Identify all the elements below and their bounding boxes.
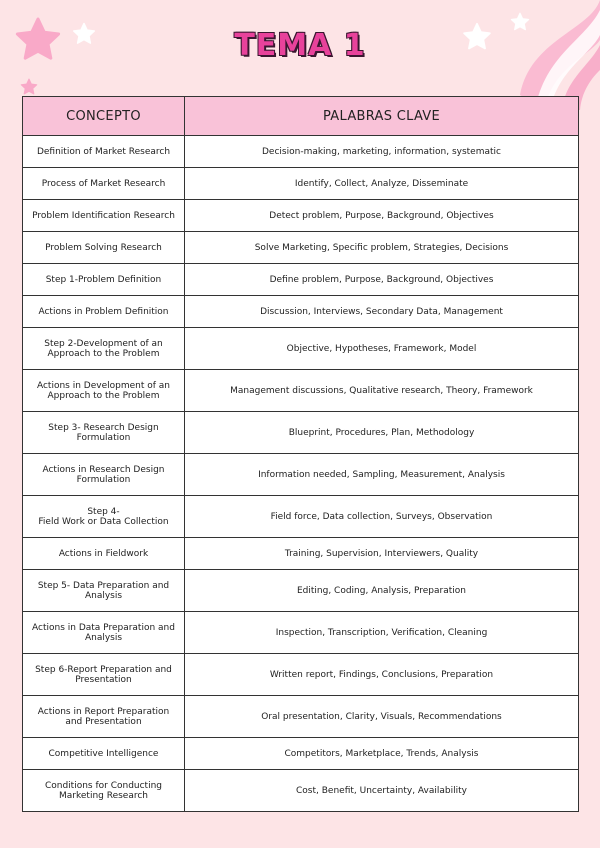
keywords-cell: Information needed, Sampling, Measurement, Analysis bbox=[185, 454, 579, 496]
concept-cell: Actions in Report Preparation and Presentation bbox=[23, 696, 185, 738]
table-row bbox=[23, 454, 579, 496]
table-row bbox=[23, 136, 579, 168]
table-row bbox=[23, 696, 579, 738]
keywords-cell: Detect problem, Purpose, Background, Objectives bbox=[185, 200, 579, 232]
keywords-cell: Cost, Benefit, Uncertainty, Availability bbox=[185, 770, 579, 812]
table-row bbox=[23, 770, 579, 812]
table-row bbox=[23, 200, 579, 232]
keywords-cell: Oral presentation, Clarity, Visuals, Recommendations bbox=[185, 696, 579, 738]
keywords-cell: Management discussions, Qualitative research, Theory, Framework bbox=[185, 370, 579, 412]
table-row bbox=[23, 168, 579, 200]
keywords-cell: Solve Marketing, Specific problem, Strategies, Decisions bbox=[185, 232, 579, 264]
concept-cell: Problem Solving Research bbox=[23, 232, 185, 264]
table-row bbox=[23, 654, 579, 696]
keywords-cell: Competitors, Marketplace, Trends, Analysis bbox=[185, 738, 579, 770]
table-row bbox=[23, 296, 579, 328]
table-row bbox=[23, 264, 579, 296]
keywords-cell: Decision-making, marketing, information, systematic bbox=[185, 136, 579, 168]
concept-cell: Actions in Development of an Approach to the Problem bbox=[23, 370, 185, 412]
concept-cell: Step 6-Report Preparation and Presentation bbox=[23, 654, 185, 696]
keywords-cell: Blueprint, Procedures, Plan, Methodology bbox=[185, 412, 579, 454]
concept-cell: Actions in Research Design Formulation bbox=[23, 454, 185, 496]
concept-cell: Problem Identification Research bbox=[23, 200, 185, 232]
concept-cell: Actions in Data Preparation and Analysis bbox=[23, 612, 185, 654]
concept-cell: Step 5- Data Preparation and Analysis bbox=[23, 570, 185, 612]
concept-cell: Actions in Fieldwork bbox=[23, 538, 185, 570]
keywords-cell: Discussion, Interviews, Secondary Data, Management bbox=[185, 296, 579, 328]
table-header-row bbox=[23, 97, 579, 136]
keywords-cell: Training, Supervision, Interviewers, Quality bbox=[185, 538, 579, 570]
concept-cell: Actions in Problem Definition bbox=[23, 296, 185, 328]
table-row bbox=[23, 232, 579, 264]
keywords-table bbox=[22, 96, 579, 812]
table-row bbox=[23, 738, 579, 770]
concept-cell: Conditions for Conducting Marketing Research bbox=[23, 770, 185, 812]
concept-cell: Process of Market Research bbox=[23, 168, 185, 200]
table-row bbox=[23, 412, 579, 454]
keywords-cell: Define problem, Purpose, Background, Objectives bbox=[185, 264, 579, 296]
concept-cell: Step 2-Development of an Approach to the Problem bbox=[23, 328, 185, 370]
keywords-cell: Objective, Hypotheses, Framework, Model bbox=[185, 328, 579, 370]
concept-cell: Step 3- Research Design Formulation bbox=[23, 412, 185, 454]
page-title: TEMA 1 bbox=[234, 28, 366, 63]
keywords-cell: Inspection, Transcription, Verification, Cleaning bbox=[185, 612, 579, 654]
concept-cell: Step 1-Problem Definition bbox=[23, 264, 185, 296]
table-row bbox=[23, 538, 579, 570]
star-small-icon bbox=[20, 78, 38, 96]
keywords-cell: Written report, Findings, Conclusions, Preparation bbox=[185, 654, 579, 696]
concept-cell: Step 4- Field Work or Data Collection bbox=[23, 496, 185, 538]
header-concepto: CONCEPTO bbox=[23, 97, 185, 136]
keywords-cell: Field force, Data collection, Surveys, Observation bbox=[185, 496, 579, 538]
table-row bbox=[23, 370, 579, 412]
table-row bbox=[23, 570, 579, 612]
table-row bbox=[23, 496, 579, 538]
table-row bbox=[23, 328, 579, 370]
keywords-cell: Identify, Collect, Analyze, Disseminate bbox=[185, 168, 579, 200]
header-palabras-clave: PALABRAS CLAVE bbox=[185, 97, 579, 136]
keywords-cell: Editing, Coding, Analysis, Preparation bbox=[185, 570, 579, 612]
concept-cell: Competitive Intelligence bbox=[23, 738, 185, 770]
concept-cell: Definition of Market Research bbox=[23, 136, 185, 168]
table-row bbox=[23, 612, 579, 654]
